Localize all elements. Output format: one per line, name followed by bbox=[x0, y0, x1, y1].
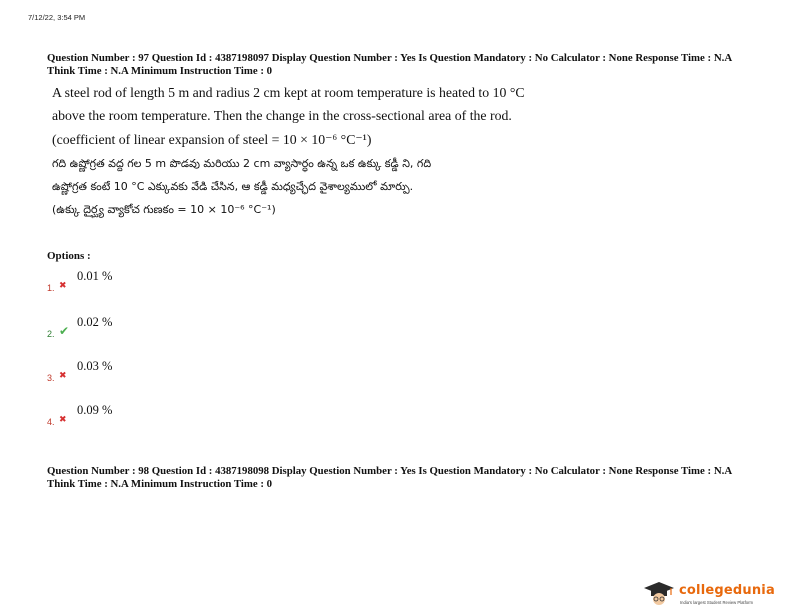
logo-name: collegedunia bbox=[679, 583, 775, 598]
collegedunia-logo bbox=[643, 581, 788, 607]
check-icon: ✔ bbox=[59, 324, 70, 338]
option-3[interactable] bbox=[47, 359, 247, 389]
coefficient-note: (coefficient of linear expansion of steel = 10 × 10⁻⁶ °C⁻¹) bbox=[52, 132, 372, 147]
option-number: 1. bbox=[47, 283, 55, 293]
question-header: Question Number : 97 Question Id : 4387198097 Display Question Number : Yes Is Question Mandatory : No Calculator : None Response Time : N.A Think Time : N.A Minimum Instruction Time : 0 bbox=[47, 52, 732, 77]
option-text: 0.01 % bbox=[77, 269, 113, 283]
option-number: 4. bbox=[47, 417, 55, 427]
logo-tagline: India's largest Student Review Platform bbox=[680, 600, 753, 605]
graduation-cap-icon bbox=[643, 581, 675, 607]
option-number: 2. bbox=[47, 329, 55, 339]
print-timestamp: 7/12/22, 3:54 PM bbox=[28, 13, 86, 22]
cross-icon: ✖ bbox=[59, 415, 67, 425]
telugu-text-line: గది ఉష్ణోగ్రత వద్ద గల 5 m పొడవు మరియు 2 cm వ్యాసార్ధం ఉన్న ఒక ఉక్కు కడ్డీ ని, గది bbox=[52, 156, 432, 170]
question-text-line: A steel rod of length 5 m and radius 2 cm kept at room temperature is heated to 10 °C bbox=[52, 85, 525, 100]
question-header: Question Number : 98 Question Id : 4387198098 Display Question Number : Yes Is Question Mandatory : No Calculator : None Response Time : N.A Think Time : N.A Minimum Instruction Time : 0 bbox=[47, 465, 732, 490]
option-text: 0.02 % bbox=[77, 315, 113, 329]
telugu-coefficient-note: (ఉక్కు దైర్ఘ్య వ్యాకోచ గుణకం = 10 × 10⁻⁶ °C⁻¹) bbox=[52, 202, 276, 216]
cross-icon: ✖ bbox=[59, 281, 67, 291]
option-text: 0.09 % bbox=[77, 403, 113, 417]
question-body bbox=[52, 82, 692, 221]
telugu-text-line: ఉష్ణోగ్రత కంటే 10 °C ఎక్కువకు వేడి చేసిన, ఆ కడ్డీ మధ్యచ్ఛేద వైశాల్యములో మార్పు. bbox=[52, 179, 414, 193]
option-1[interactable] bbox=[47, 269, 247, 299]
option-number: 3. bbox=[47, 373, 55, 383]
cross-icon: ✖ bbox=[59, 371, 67, 381]
option-text: 0.03 % bbox=[77, 359, 113, 373]
option-4[interactable] bbox=[47, 403, 247, 433]
options-label: Options : bbox=[47, 250, 91, 262]
question-text-line: above the room temperature. Then the change in the cross-sectional area of the rod. bbox=[52, 107, 512, 123]
option-2[interactable] bbox=[47, 315, 247, 345]
